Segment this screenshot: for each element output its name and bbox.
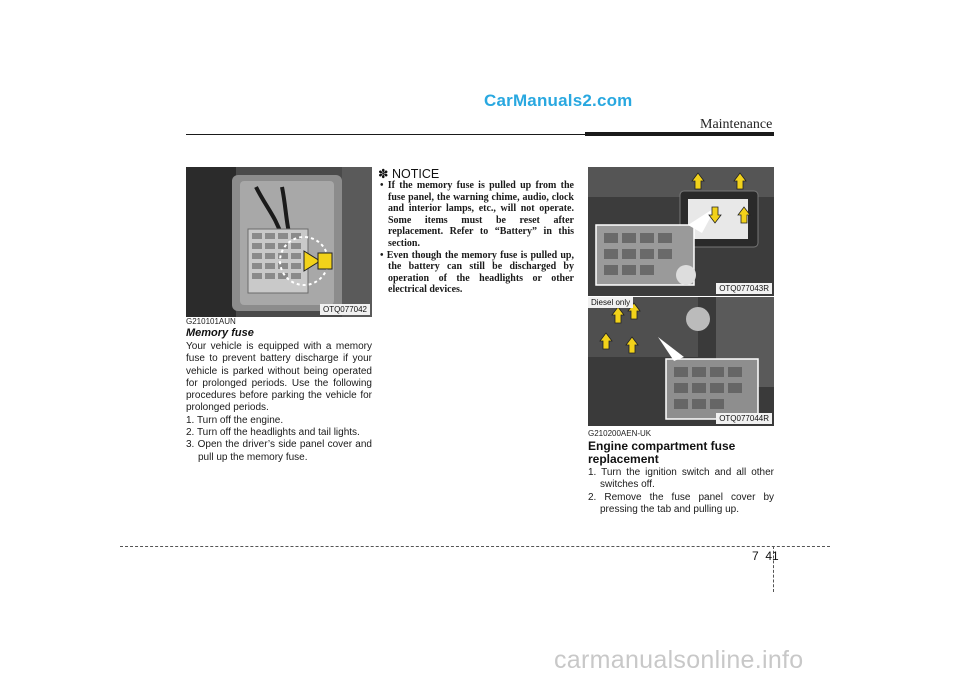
section-title: Maintenance (700, 117, 773, 132)
engine-fuse-heading: Engine compartment fuse replacement (588, 439, 736, 466)
memory-fuse-description: Your vehicle is equipped with a memory fuse to prevent battery discharge if your vehicle is parked without being operated for prolonged periods. Use the following procedures before parking the vehicle for prolonged periods. 1. Turn off the engine. 2. Turn off the headlights and tail lights. 3. Open the driver’s side panel cover and pull up the memory fuse. (186, 341, 372, 463)
step-item: 2. Remove the fuse panel cover by pressing the tab and pulling up. (588, 491, 774, 515)
diesel-fuse-photo (588, 297, 774, 426)
notice-body (378, 180, 574, 296)
photo-caption: OTQ077043R (716, 283, 772, 294)
memory-fuse-steps (186, 415, 372, 464)
step-item: 1. Turn the ignition switch and all other switches off. (588, 467, 774, 491)
section-code: G210200AEN-UK (588, 429, 652, 438)
subsection-title: Memory fuse (186, 327, 254, 339)
watermark-bottom[interactable]: carmanualsonline.info (554, 646, 804, 674)
footer-rule (120, 546, 830, 547)
photo-caption: OTQ077042 (320, 304, 370, 315)
page-number: 7 41 (752, 549, 779, 563)
notice-title: ✽ NOTICE (378, 167, 440, 181)
watermark-top[interactable]: CarManuals2.com (484, 91, 633, 110)
header-rule-accent (585, 132, 774, 136)
notice-item: • Even though the memory fuse is pulled up, the battery can still be discharged by operation of the headlights or other electrical devices. (380, 249, 574, 296)
diesel-only-label: Diesel only (588, 297, 633, 308)
step-item: 3. Open the driver’s side panel cover and pull up the memory fuse. (186, 439, 372, 463)
step-item: 2. Turn off the headlights and tail lights. (186, 427, 360, 439)
engine-fuse-steps (588, 467, 774, 516)
notice-icon: ✽ (378, 167, 389, 181)
step-item: 1. Turn off the engine. (186, 414, 284, 426)
memory-fuse-photo (186, 167, 372, 317)
notice-item: • If the memory fuse is pulled up from the fuse panel, the warning chime, audio, clock and interior lamps, etc., will not operate. Some items must be reset after replacement. Refer to “Battery” in this section. (380, 180, 574, 249)
section-code: G210101AUN (186, 317, 236, 326)
photo-caption: OTQ077044R (716, 413, 772, 424)
engine-fuse-photo (588, 167, 774, 296)
